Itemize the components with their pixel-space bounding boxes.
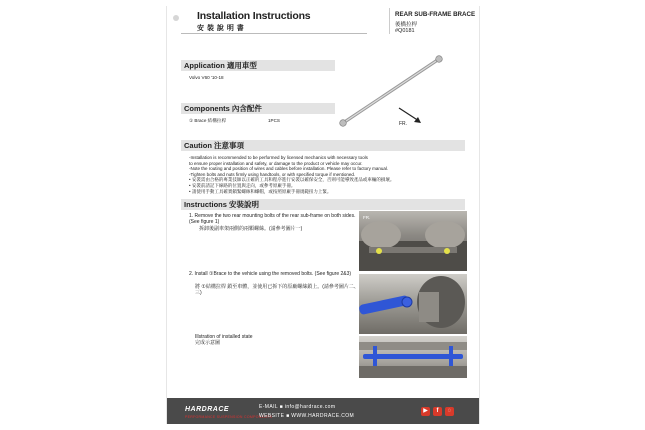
caution-line: -Tighten bolts and nuts firmly using handtools, or with specified torque if mentioned.	[189, 171, 356, 177]
brace-illustration	[335, 51, 445, 131]
step2-text-cn: 將 ①結構拉桿 鎖至車體，並使用已拆下的原廠螺絲鎖上。(請參考圖片二、三)	[195, 284, 359, 297]
figure-1-photo	[359, 211, 467, 271]
figure-3-art	[359, 336, 467, 378]
figure-2-photo	[359, 274, 467, 334]
header-separator	[389, 8, 390, 34]
step3-text-cn: 完成示意圖	[195, 340, 221, 346]
instruction-sheet	[166, 6, 480, 424]
figure-2-art	[359, 274, 467, 334]
caution-list	[189, 155, 429, 194]
youtube-icon[interactable]: ▶	[421, 407, 430, 416]
components-heading: Components 內含配件	[181, 103, 335, 114]
header-rule	[181, 33, 367, 34]
product-code: #Q0181	[395, 28, 415, 34]
brand-tagline: PERFORMANCE SUSPENSION COMPONENTS	[185, 415, 273, 419]
product-name: REAR SUB-FRAME BRACE	[395, 11, 476, 18]
component-item: ① Brace 結構拉桿	[189, 118, 227, 123]
vehicle-text: Volvo V60 '10-18	[189, 75, 224, 80]
facebook-icon[interactable]: f	[433, 407, 442, 416]
product-name-cn: 後橋拉桿	[395, 22, 418, 28]
caution-line: • 請使用手動工具確實鎖緊螺絲和螺帽，或按照原廠手冊規範扭力上緊。	[189, 188, 332, 194]
caution-line: to ensure proper installation and safety, or damage to the product or vehicle may occur.	[189, 160, 363, 166]
step1-text: 1. Remove the two rear mounting bolts of the rear sub-frame on both sides. (See figure 1)	[189, 213, 356, 226]
component-qty: 1PCS	[268, 118, 281, 123]
figure-1-art	[359, 211, 467, 271]
caution-line: -Installation is recommended to be performed by licensed mechanics with necessary tools	[189, 155, 368, 160]
wechat-icon[interactable]: ◌	[445, 407, 454, 416]
brand-logo: HARDRACE	[185, 406, 230, 413]
figure-1-label: FR.	[363, 215, 371, 220]
brace-end-right	[436, 56, 443, 63]
brace-end-left	[340, 120, 347, 127]
caution-heading: Caution 注意事項	[181, 140, 465, 151]
website-link[interactable]: WEBSITE ■ WWW.HARDRACE.COM	[259, 413, 355, 419]
step2-text: 2. Install ①Brace to the vehicle using the removed bolts. (See figure 2&3)	[189, 271, 352, 277]
step1-text-cn: 拆卸後副車架兩側的兩顆螺絲。(請參考圖片一)	[199, 226, 303, 232]
corner-mark	[173, 15, 179, 21]
caution-line: • 安裝前請記下線路的位置與走向，或參考原廠手冊。	[189, 182, 296, 188]
email-text: E-MAIL ■ info@hardrace.com	[259, 404, 336, 410]
application-heading: Application 適用車型	[181, 60, 335, 71]
step3-text: Illstration of installed state	[195, 334, 253, 340]
figure-3-photo	[359, 336, 467, 378]
page-title-cn: 安 裝 說 明 書	[197, 25, 245, 32]
caution-line: -Note the routing and position of wires and cables before installation. Please refer to factory manual.	[189, 166, 389, 172]
footer	[167, 398, 479, 424]
direction-label: FR.	[399, 121, 408, 127]
caution-line: • 安裝需由合格的專業技師以正確的工具和程序進行安裝以確保安全，否則可能導致產品或車輛的損壞。	[189, 177, 395, 183]
page-title: Installation Instructions	[197, 10, 311, 22]
instructions-heading: Instructions 安裝說明	[181, 199, 465, 210]
